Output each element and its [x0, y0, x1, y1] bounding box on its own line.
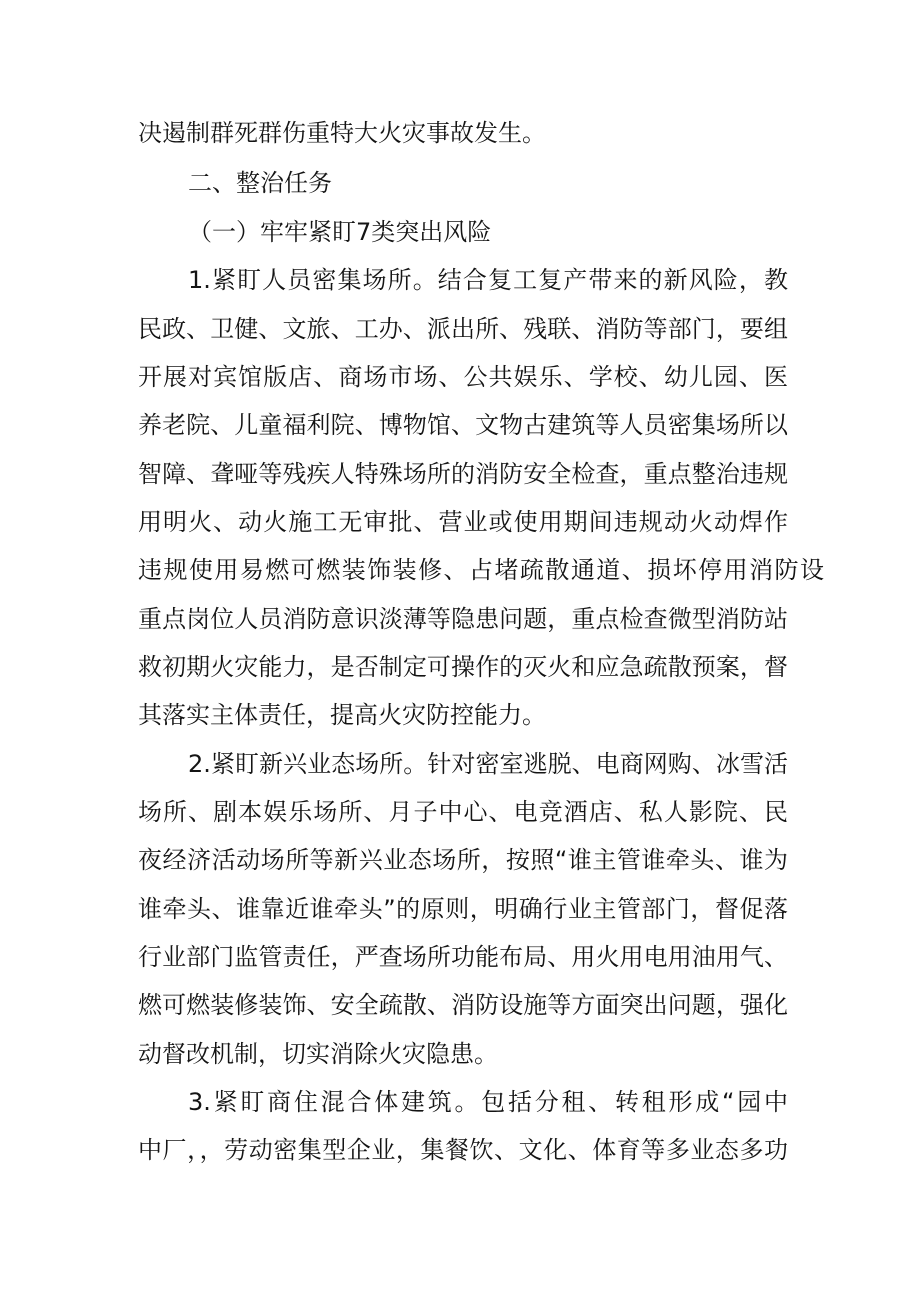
text-line	[0, 550, 920, 590]
paragraph-line: 谁牵头、谁靠近谁牵头”的原则，明确行业主管部门，督促落	[138, 895, 788, 923]
paragraph-continuation: 决遏制群死群伤重特大火灾事故发生。	[138, 119, 546, 147]
text-line	[0, 985, 920, 1025]
subsection-heading-text: （一）牢牢紧盯7类突出风险	[188, 218, 492, 246]
text-line	[0, 502, 920, 542]
subsection-heading	[0, 212, 920, 252]
text-line	[0, 1082, 920, 1122]
paragraph-line: 救初期火灾能力，是否制定可操作的灭火和应急疏散预案，督	[138, 653, 788, 681]
paragraph-line: 燃可燃装修装饰、安全疏散、消防设施等方面突出问题，强化	[138, 991, 788, 1019]
text-line	[0, 695, 920, 735]
paragraph-line: 其落实主体责任，提高火灾防控能力。	[138, 701, 546, 729]
paragraph-line: 养老院、儿童福利院、博物馆、文物古建筑等人员密集场所以	[138, 411, 788, 439]
text-line	[0, 840, 920, 880]
text-line	[0, 1130, 920, 1170]
text-line	[0, 889, 920, 929]
paragraph-line: 夜经济活动场所等新兴业态场所，按照“谁主管谁牵头、谁为	[138, 846, 788, 874]
paragraph-line: 3.紧盯商住混合体建筑。包括分租、转租形成“园中	[188, 1088, 788, 1116]
text-line	[0, 454, 920, 494]
paragraph-line: 民政、卫健、文旅、工办、派出所、残联、消防等部门，要组	[138, 315, 788, 343]
text-line	[0, 599, 920, 639]
paragraph-line: 开展对宾馆版店、商场市场、公共娱乐、学校、幼儿园、医	[138, 363, 788, 391]
text-line	[0, 405, 920, 445]
paragraph-line: 中厂，，劳动密集型企业，集餐饮、文化、体育等多业态多功	[138, 1136, 788, 1164]
section-heading-text: 二、整治任务	[188, 169, 332, 197]
paragraph-line: 智障、聋哑等残疾人特殊场所的消防安全检查，重点整治违规	[138, 460, 788, 488]
text-line	[0, 792, 920, 832]
text-line	[0, 744, 920, 784]
text-line	[0, 113, 920, 153]
text-line	[0, 357, 920, 397]
text-line	[0, 309, 920, 349]
text-line	[0, 937, 920, 977]
paragraph-line: 重点岗位人员消防意识淡薄等隐患问题，重点检查微型消防站	[138, 605, 788, 633]
text-line	[0, 1034, 920, 1074]
paragraph-line: 动督改机制，切实消除火灾隐患。	[138, 1040, 498, 1068]
text-line	[0, 647, 920, 687]
paragraph-line: 用明火、动火施工无审批、营业或使用期间违规动火动焊作	[138, 508, 788, 536]
paragraph-line: 行业部门监管责任，严查场所功能布局、用火用电用油用气、	[138, 943, 788, 971]
section-heading	[0, 163, 920, 203]
paragraph-line: 1.紧盯人员密集场所。结合复工复产带来的新风险，教	[188, 266, 788, 294]
paragraph-line: 场所、剧本娱乐场所、月子中心、电竞酒店、私人影院、民	[138, 798, 788, 826]
paragraph-line: 2.紧盯新兴业态场所。针对密室逃脱、电商网购、冰雪活	[188, 750, 788, 778]
text-line	[0, 260, 920, 300]
paragraph-line: 违规使用易燃可燃装饰装修、占堵疏散通道、损坏停用消防设	[138, 556, 824, 584]
